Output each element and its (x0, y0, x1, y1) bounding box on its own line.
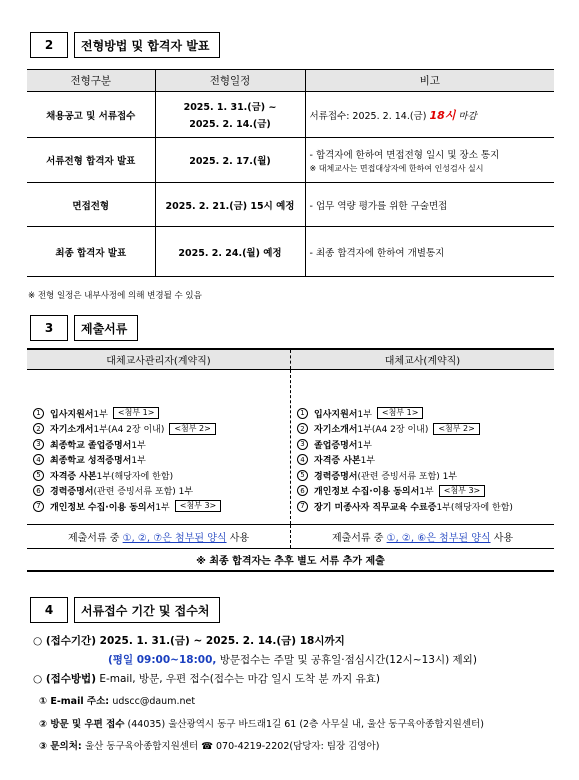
doc-item: 3 최종학교 졸업증명서 1부 (33, 437, 290, 453)
note-cell: 서류접수: 2025. 2. 14.(금) 18시 마감 (305, 92, 554, 138)
note-cell: - 합격자에 한하여 면접전형 일시 및 장소 통지 ※ 대체교사는 면접대상자에 한하여 인성검사 실시 (305, 138, 554, 183)
doc-item: 4 자격증 사본 1부 (297, 452, 554, 468)
number-icon: 4 (297, 454, 308, 465)
doc-item: 2 자기소개서 1부(A4 2장 이내) <첨부 2> (33, 421, 290, 437)
table-row (27, 227, 554, 277)
col-header: 전형일정 (155, 70, 305, 92)
schedule-note: ※ 전형 일정은 내부사정에 의해 변경될 수 있음 (28, 291, 202, 301)
doc-item: 6 개인정보 수집·이용 동의서 1부 <첨부 3> (297, 483, 554, 499)
table-row (27, 183, 554, 227)
number-icon: 2 (33, 423, 44, 434)
date-cell: 2025. 2. 24.(월) 예정 (155, 227, 305, 277)
attachment-badge: <첨부 3> (175, 500, 222, 512)
method-line: ○ (접수방법) E-mail, 방문, 우편 접수(접수는 마감 일시 도착 분 까지 유효) (33, 673, 381, 685)
attachment-badge: <첨부 1> (377, 407, 424, 419)
documents-footnote: ※ 최종 합격자는 추후 별도 서류 추가 제출 (27, 549, 554, 571)
attachment-badge: <첨부 2> (433, 423, 480, 435)
doc-item: 1 입사지원서 1부 <첨부 1> (297, 406, 554, 422)
number-icon: 5 (33, 470, 44, 481)
period-line: ○ (접수기간) 2025. 1. 31.(금) ~ 2025. 2. 14.(금) 18시까지 (33, 635, 345, 647)
stage-cell: 면접전형 (27, 183, 155, 227)
doc-item: 6 경력증명서 (관련 증빙서류 포함) 1부 (33, 483, 290, 499)
hours-line: (평일 09:00~18:00, 방문접수는 주말 및 공휴일·점심시간(12시~13시) 제외) (108, 654, 477, 666)
number-icon: 7 (297, 501, 308, 512)
date-cell: 2025. 2. 21.(금) 15시 예정 (155, 183, 305, 227)
left-header: 대체교사관리자(계약직) (27, 349, 291, 369)
section-title: 서류접수 기간 및 접수처 (74, 597, 220, 623)
number-icon: 2 (297, 423, 308, 434)
doc-item: 1 입사지원서 1부 <첨부 1> (33, 406, 290, 422)
schedule-table (27, 69, 554, 277)
stage-cell: 서류전형 합격자 발표 (27, 138, 155, 183)
section-number: 4 (30, 597, 68, 623)
number-icon: 3 (297, 439, 308, 450)
number-icon: 1 (33, 408, 44, 419)
number-icon: 7 (33, 501, 44, 512)
attachment-badge: <첨부 2> (169, 423, 216, 435)
number-icon: 4 (33, 454, 44, 465)
stage-cell: 최종 합격자 발표 (27, 227, 155, 277)
section-2-header (30, 32, 220, 58)
table-row (27, 138, 554, 183)
email-link[interactable]: udscc@daum.net (112, 696, 196, 707)
doc-item: 4 최종학교 성적증명서 1부 (33, 452, 290, 468)
section-number: 2 (30, 32, 68, 58)
section-4-header (30, 597, 220, 623)
col-header: 전형구분 (27, 70, 155, 92)
attachment-badge: <첨부 1> (113, 407, 160, 419)
section-3-header (30, 315, 138, 341)
submission-info (33, 633, 484, 758)
number-icon: 3 (33, 439, 44, 450)
number-icon: 6 (33, 485, 44, 496)
doc-item: 2 자기소개서 1부(A4 2장 이내) <첨부 2> (297, 421, 554, 437)
section-number: 3 (30, 315, 68, 341)
email-line: ① E-mail 주소: udscc@daum.net (39, 696, 196, 707)
visit-line: ② 방문 및 우편 접수 (44035) 울산광역시 동구 바드래1길 61 (2층 사무실 내, 울산 동구육아종합지원센터) (39, 719, 484, 730)
attachment-badge: <첨부 3> (439, 485, 486, 497)
number-icon: 5 (297, 470, 308, 481)
right-doc-list (291, 370, 554, 525)
right-footer: 제출서류 중 ①, ②, ⑥은 첨부된 양식 사용 (291, 525, 555, 549)
table-row (27, 92, 554, 138)
stage-cell: 채용공고 및 서류접수 (27, 92, 155, 138)
number-icon: 6 (297, 485, 308, 496)
left-footer: 제출서류 중 ①, ②, ⑦은 첨부된 양식 사용 (27, 525, 291, 549)
col-header: 비고 (305, 70, 554, 92)
number-icon: 1 (297, 408, 308, 419)
date-cell: 2025. 1. 31.(금) ~ 2025. 2. 14.(금) (155, 92, 305, 138)
right-header: 대체교사(계약직) (291, 349, 555, 369)
date-cell: 2025. 2. 17.(월) (155, 138, 305, 183)
note-cell: - 업무 역량 평가를 위한 구술면접 (305, 183, 554, 227)
note-cell: - 최종 합격자에 한하여 개별통지 (305, 227, 554, 277)
section-title: 전형방법 및 합격자 발표 (74, 32, 220, 58)
section-title: 제출서류 (74, 315, 138, 341)
left-list-cell (27, 369, 291, 525)
doc-item: 7 개인정보 수집·이용 동의서 1부 <첨부 3> (33, 499, 290, 515)
right-list-cell (291, 369, 555, 525)
doc-item: 5 경력증명서 (관련 증빙서류 포함) 1부 (297, 468, 554, 484)
left-doc-list (27, 370, 290, 525)
documents-table (27, 348, 554, 572)
contact-line: ③ 문의처: 울산 동구육아종합지원센터 ☎ 070-4219-2202(담당자: 팀장 김영아) (39, 741, 380, 752)
doc-item: 5 자격증 사본 1부(해당자에 한함) (33, 468, 290, 484)
doc-item: 7 장기 미종사자 직무교육 수료증 1부(해당자에 한함) (297, 499, 554, 515)
doc-item: 3 졸업증명서 1부 (297, 437, 554, 453)
